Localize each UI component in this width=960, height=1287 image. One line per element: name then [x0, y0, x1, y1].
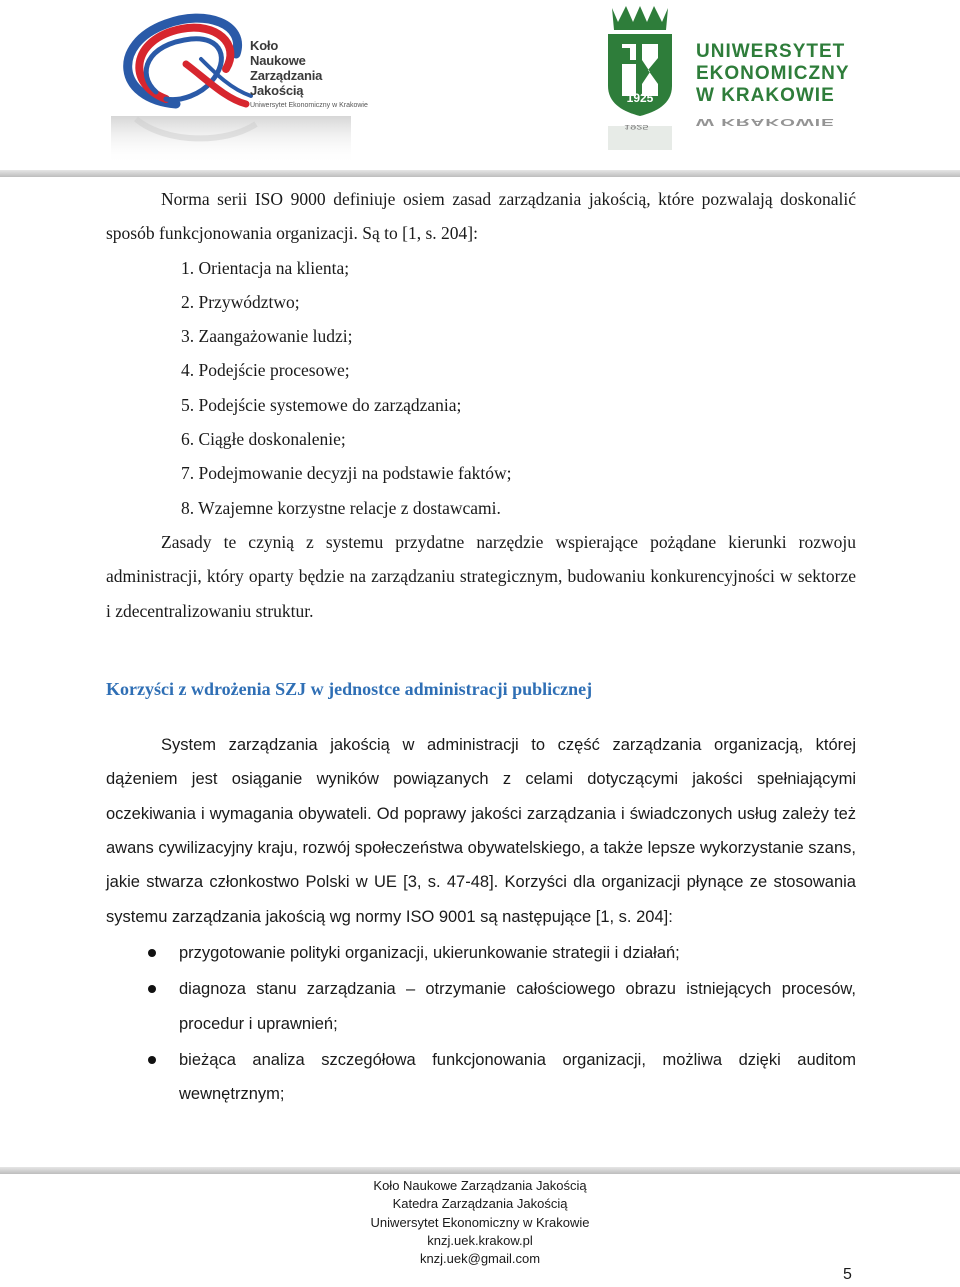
- bullet-icon: [148, 949, 156, 957]
- page-header: [0, 0, 960, 178]
- list-item: 6. Ciągłe doskonalenie;: [181, 429, 346, 450]
- section-heading: Korzyści z wdrożenia SZJ w jednostce administracji publicznej: [106, 678, 593, 699]
- knzj-logo-line: Jakością: [250, 83, 304, 98]
- section-paragraph: System zarządzania jakością w administracji to część zarządzania organizacją, której dążeniem jest osiąganie wyników powiązanych z celami dotyczącymi jakości spełniającymi oczekiwania i wymagania obywateli. Od poprawy jakości zarządzania i świadczonych usług zależy też awans cywilizacyjny kraju, rozwój społeczeństwa obywatelskiego, a także lepsze wykorzystanie szans, jakie stwarza członkostwo Polski w UE [3, s. 47-48]. Korzyści dla organizacji płynące ze stosowania systemu zarządzania jakością wg normy ISO 9001 są następujące [1, s. 204]:: [106, 736, 856, 926]
- list-item-text: diagnoza stanu zarządzania – otrzymanie całościowego obrazu istniejących procesów, procedur i uprawnień;: [179, 980, 856, 1033]
- uek-logo-reflection: W KRAKOWIE: [696, 116, 835, 128]
- knzj-logo-line: Koło: [250, 38, 279, 53]
- footer-divider: [0, 1167, 960, 1174]
- page-number: 5: [843, 1266, 852, 1283]
- footer-line: Katedra Zarządzania Jakością: [392, 1196, 568, 1212]
- uek-logo-text: [696, 41, 850, 107]
- bullet-icon: [148, 985, 156, 993]
- knzj-logo-line: Naukowe: [250, 53, 306, 68]
- list-item-text: bieżąca analiza szczegółowa funkcjonowania organizacji, możliwa dzięki auditom wewnętrznym;: [179, 1050, 856, 1104]
- list-item: 8. Wzajemne korzystne relacje z dostawcami.: [181, 497, 501, 518]
- uek-year-reflection: 1925: [624, 123, 649, 130]
- list-item: 2. Przywództwo;: [181, 291, 300, 312]
- uek-logo-line: W KRAKOWIE: [696, 85, 835, 106]
- list-item: [106, 936, 856, 970]
- list-item-text: przygotowanie polityki organizacji, ukierunkowanie strategii i działań;: [179, 943, 680, 962]
- list-item: [106, 972, 856, 1041]
- summary-paragraph: Zasady te czynią z systemu przydatne narzędzie wspierające pożądane kierunki rozwoju administracji, który oparty będzie na zarządzaniu strategicznym, budowaniu konkurencyjności w sektorze i zdecentralizowaniu struktur.: [106, 531, 856, 621]
- footer-line: Uniwersytet Ekonomiczny w Krakowie: [370, 1214, 590, 1230]
- knzj-logo-text: [250, 38, 368, 109]
- list-item: 1. Orientacja na klienta;: [181, 257, 350, 278]
- list-item: 3. Zaangażowanie ludzi;: [181, 326, 353, 347]
- bullet-icon: [148, 1056, 156, 1064]
- uek-year: 1925: [626, 91, 654, 105]
- knzj-logo-subtitle: Uniwersytet Ekonomiczny w Krakowie: [250, 102, 368, 109]
- list-item: [106, 1043, 856, 1112]
- header-divider: [0, 170, 960, 177]
- benefits-list: [106, 936, 856, 1111]
- footer-link[interactable]: knzj.uek.krakow.pl: [427, 1232, 533, 1248]
- knzj-logo-line: Zarządzania: [250, 68, 323, 83]
- list-item: 7. Podejmowanie decyzji na podstawie faktów;: [181, 463, 512, 484]
- footer-line: Koło Naukowe Zarządzania Jakością: [373, 1178, 587, 1193]
- list-item: 5. Podejście systemowe do zarządzania;: [181, 394, 462, 415]
- uek-logo-line: UNIWERSYTET: [696, 41, 846, 62]
- principles-list: [106, 251, 856, 525]
- footer-email[interactable]: knzj.uek@gmail.com: [419, 1251, 541, 1267]
- list-item: 4. Podejście procesowe;: [181, 360, 350, 381]
- document-body: [106, 182, 856, 1111]
- intro-paragraph: Norma serii ISO 9000 definiuje osiem zasad zarządzania jakością, które pozwalają doskonalić sposób funkcjonowania organizacji. Są to [1, s. 204]:: [106, 189, 856, 244]
- page-footer: [0, 1177, 960, 1268]
- uek-logo-line: EKONOMICZNY: [696, 63, 850, 84]
